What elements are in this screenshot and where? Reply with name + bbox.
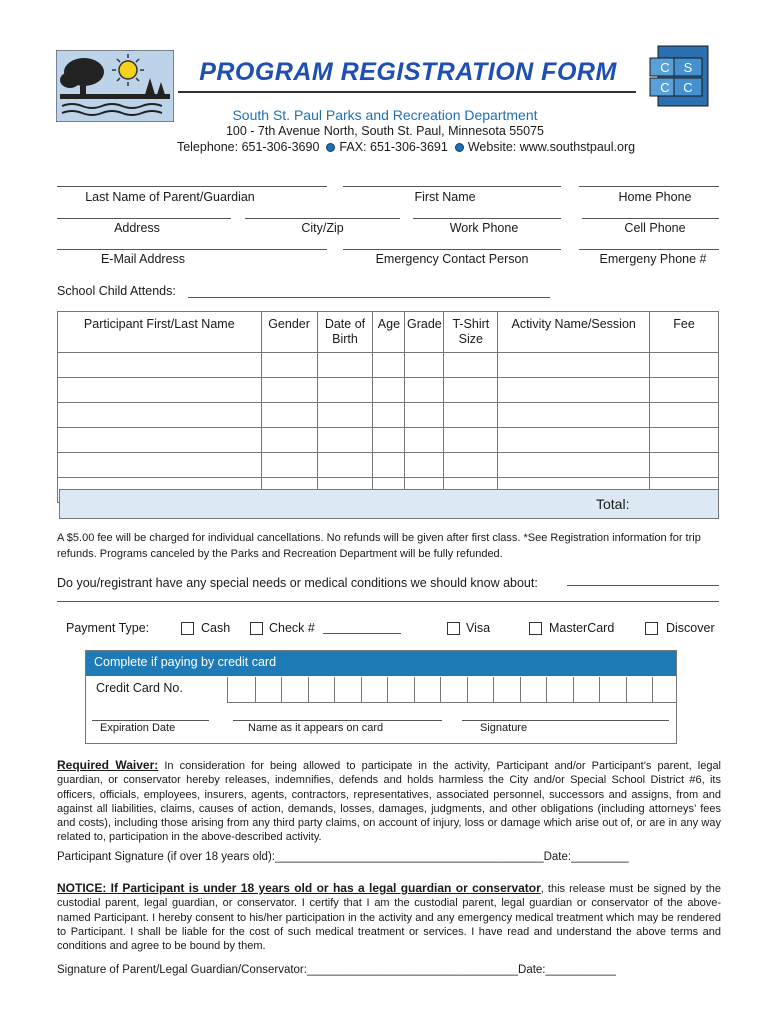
table-cell[interactable] (373, 453, 405, 478)
digit-divider (626, 677, 627, 703)
address-line[interactable] (57, 218, 231, 219)
col-participant-name: Participant First/Last Name (58, 312, 262, 353)
table-cell[interactable] (498, 428, 650, 453)
address-label: Address (114, 221, 160, 235)
cell-phone-label: Cell Phone (624, 221, 686, 235)
table-cell[interactable] (261, 353, 317, 378)
table-cell[interactable] (317, 453, 373, 478)
digit-divider (652, 677, 653, 703)
table-cell[interactable] (444, 403, 498, 428)
digit-divider (440, 677, 441, 703)
table-cell[interactable] (58, 453, 262, 478)
waiver-heading: Required Waiver: (57, 758, 159, 772)
digit-divider (361, 677, 362, 703)
department-address: 100 - 7th Avenue North, South St. Paul, Minnesota 55075 (225, 124, 545, 138)
fax: FAX: 651-306-3691 (339, 140, 448, 154)
bullet-icon (326, 143, 335, 152)
card-signature-label: Signature (480, 722, 528, 734)
digit-divider (520, 677, 521, 703)
logo-letter-1: C (660, 60, 670, 75)
table-cell[interactable] (58, 428, 262, 453)
col-fee: Fee (650, 312, 719, 353)
visa-checkbox[interactable] (447, 622, 460, 635)
emergency-phone-label: Emergeny Phone # (599, 252, 707, 266)
school-line[interactable] (188, 297, 550, 298)
discover-checkbox[interactable] (645, 622, 658, 635)
card-signature-line[interactable] (462, 720, 669, 721)
col-tshirt-size: T-Shirt Size (444, 312, 498, 353)
digit-divider (599, 677, 600, 703)
col-gender: Gender (261, 312, 317, 353)
cscc-logo-image (640, 44, 714, 112)
expiration-label: Expiration Date (100, 722, 176, 734)
total-label: Total: (596, 496, 630, 512)
cardholder-name-label: Name as it appears on card (248, 722, 384, 734)
digit-divider (414, 677, 415, 703)
table-cell[interactable] (261, 453, 317, 478)
table-cell[interactable] (498, 353, 650, 378)
home-phone-line[interactable] (579, 186, 719, 187)
table-cell[interactable] (650, 378, 719, 403)
telephone: Telephone: 651-306-3690 (176, 140, 320, 154)
col-age: Age (373, 312, 405, 353)
website: Website: www.southstpaul.org (467, 140, 636, 154)
payment-type-label: Payment Type: (66, 621, 150, 635)
guardian-signature-line[interactable]: Signature of Parent/Legal Guardian/Conservator:_________________________________Date:___________ (57, 964, 616, 976)
cell-phone-line[interactable] (582, 218, 719, 219)
table-cell[interactable] (498, 403, 650, 428)
table-cell[interactable] (650, 353, 719, 378)
city-zip-line[interactable] (245, 218, 400, 219)
table-cell[interactable] (405, 353, 444, 378)
last-name-label: Last Name of Parent/Guardian (85, 190, 255, 204)
contact-line (0, 140, 770, 154)
table-cell[interactable] (261, 428, 317, 453)
mastercard-label: MasterCard (549, 621, 615, 635)
table-cell[interactable] (498, 453, 650, 478)
digit-divider (334, 677, 335, 703)
table-row (58, 428, 719, 453)
table-row (58, 403, 719, 428)
cash-label: Cash (201, 621, 231, 635)
digit-divider (467, 677, 468, 703)
table-cell[interactable] (373, 378, 405, 403)
work-phone-label: Work Phone (449, 221, 519, 235)
check-checkbox[interactable] (250, 622, 263, 635)
table-cell[interactable] (261, 403, 317, 428)
table-cell[interactable] (650, 453, 719, 478)
participant-table (57, 311, 719, 503)
table-cell[interactable] (498, 378, 650, 403)
col-activity: Activity Name/Session (498, 312, 650, 353)
digit-divider (281, 677, 282, 703)
notice-heading: NOTICE: If Participant is under 18 years old or has a legal guardian or conservator (57, 881, 541, 895)
waiver-paragraph (57, 758, 721, 845)
table-cell[interactable] (317, 378, 373, 403)
credit-card-number-label: Credit Card No. (96, 681, 183, 695)
notice-paragraph (57, 881, 721, 953)
table-cell[interactable] (261, 378, 317, 403)
table-cell[interactable] (405, 428, 444, 453)
digit-divider (308, 677, 309, 703)
table-cell[interactable] (405, 403, 444, 428)
digit-divider (573, 677, 574, 703)
table-row (58, 378, 719, 403)
refund-policy-text: A $5.00 fee will be charged for individual cancellations. No refunds will be given after first class. *See Registration information for trip refunds. Programs canceled by the Parks and Recreation Department will be fully refunded. (57, 532, 701, 560)
form-title: PROGRAM REGISTRATION FORM (199, 58, 617, 86)
table-cell[interactable] (650, 403, 719, 428)
logo-letter-2: S (683, 60, 693, 75)
table-cell[interactable] (405, 378, 444, 403)
credit-card-header-text: Complete if paying by credit card (94, 655, 277, 669)
visa-label: Visa (466, 621, 491, 635)
email-line[interactable] (57, 249, 327, 250)
digit-divider (387, 677, 388, 703)
digit-divider (255, 677, 256, 703)
special-needs-line-2[interactable] (57, 601, 719, 602)
emergency-phone-line[interactable] (579, 249, 719, 250)
emergency-contact-line[interactable] (343, 249, 561, 250)
table-cell[interactable] (444, 428, 498, 453)
school-label: School Child Attends: (57, 284, 176, 298)
table-cell[interactable] (317, 428, 373, 453)
logo-letter-3: C (660, 80, 670, 95)
table-cell[interactable] (444, 353, 498, 378)
notice-text: , this release must be signed by the custodial parent, legal guardian, or conservator. I certify that I am the custodial parent, legal guardian or conservator of the above-named Participant. I hereby consent to his/her participation in the activity and any emergency medical treatment which may be rendered to Participant. I shall be liable for the cost of such medical treatment or services. I have read and understand the above terms and conditions and agree to be bound by them. (57, 883, 721, 953)
participant-signature-line[interactable]: Participant Signature (if over 18 years old):__________________________________________Date:_________ (57, 851, 629, 863)
check-number-line[interactable] (323, 633, 401, 634)
table-cell[interactable] (444, 453, 498, 478)
cash-checkbox[interactable] (181, 622, 194, 635)
table-row (58, 453, 719, 478)
digit-divider (493, 677, 494, 703)
check-label: Check # (269, 621, 315, 635)
table-row (58, 353, 719, 378)
logo-letter-4: C (683, 80, 693, 95)
table-cell[interactable] (444, 378, 498, 403)
col-grade: Grade (405, 312, 444, 353)
home-phone-label: Home Phone (618, 190, 692, 204)
table-cell[interactable] (373, 353, 405, 378)
waiver-text: In consideration for being allowed to participate in the activity, Participant and/or Participant’s parent, legal guardian, or conservator hereby releases, indemnifies, defends and holds harmless the City and/or Special School District #6, its officers, officials, employees, insurers, agents, contractors, representatives, associated personnel, successors and assigns, from and against all liabilities, claims, causes of action, demands, losses, damages, judgments, and other obligations (including attorneys’ fees and costs), including those arising from any third party claims, on account of injury, loss or damage which arise out of, or are in any way related to, participation in the above-described activity. (57, 760, 721, 844)
emergency-contact-label: Emergency Contact Person (375, 252, 529, 266)
credit-card-number-field[interactable] (227, 677, 676, 703)
table-cell[interactable] (58, 353, 262, 378)
table-cell[interactable] (58, 403, 262, 428)
expiration-line[interactable] (92, 720, 209, 721)
first-name-line[interactable] (343, 186, 561, 187)
email-label: E-Mail Address (100, 252, 186, 266)
table-cell[interactable] (650, 428, 719, 453)
special-needs-line[interactable] (567, 585, 719, 586)
digit-divider (546, 677, 547, 703)
table-cell[interactable] (58, 378, 262, 403)
bullet-icon (455, 143, 464, 152)
table-cell[interactable] (373, 403, 405, 428)
table-header-row (58, 312, 719, 353)
table-cell[interactable] (405, 453, 444, 478)
table-cell[interactable] (317, 403, 373, 428)
last-name-line[interactable] (57, 186, 327, 187)
col-date-of-birth: Date of Birth (317, 312, 373, 353)
title-underline (178, 91, 636, 93)
table-cell[interactable] (373, 428, 405, 453)
first-name-label: First Name (414, 190, 476, 204)
special-needs-label: Do you/registrant have any special needs or medical conditions we should know about: (57, 576, 538, 590)
table-cell[interactable] (317, 353, 373, 378)
work-phone-line[interactable] (413, 218, 561, 219)
cardholder-name-line[interactable] (233, 720, 442, 721)
department-name: South St. Paul Parks and Recreation Department (232, 107, 538, 123)
mastercard-checkbox[interactable] (529, 622, 542, 635)
discover-label: Discover (666, 621, 715, 635)
city-zip-label: City/Zip (301, 221, 344, 235)
